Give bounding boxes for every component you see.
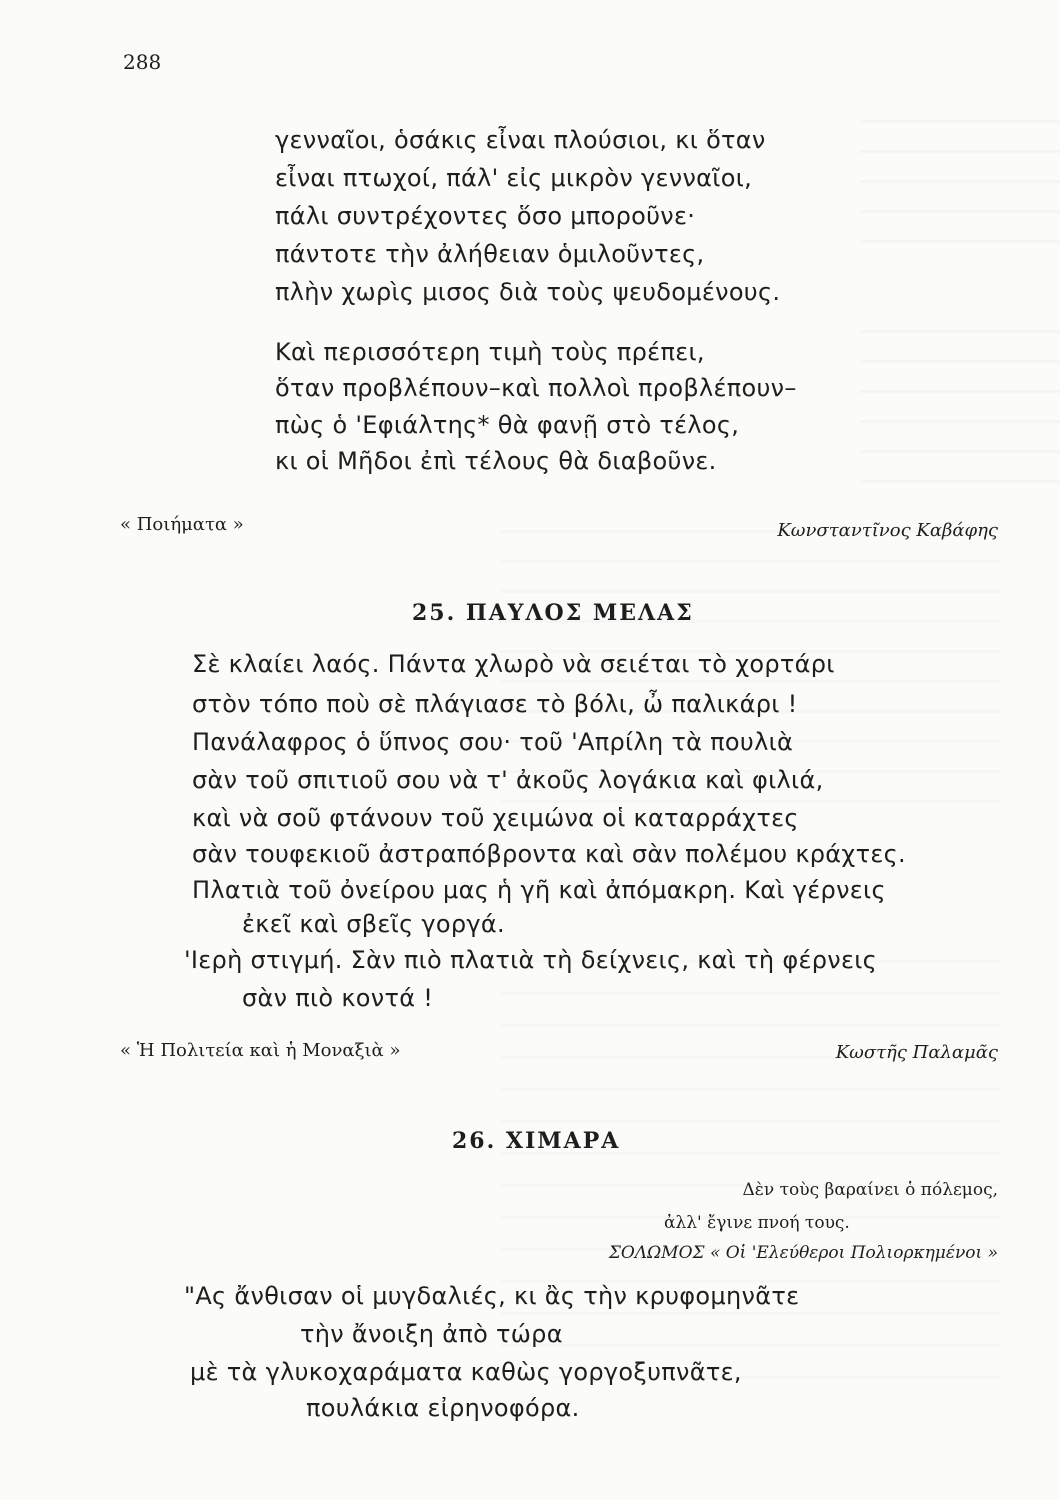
poem-heading: 26. ΧΙΜΑΡΑ	[452, 1128, 621, 1154]
epigraph-line: ἀλλ' ἔγινε πνοή τους.	[664, 1213, 850, 1233]
poem-line: πλὴν χωρὶς μισος διὰ τοὺς ψευδομένους.	[275, 278, 781, 306]
poem-line: Πανάλαφρος ὁ ὕπνος σου· τοῦ 'Απρίλη τὰ πουλιὰ	[192, 728, 794, 756]
poem-line: πάλι συντρέχοντες ὅσο μποροῦνε·	[275, 202, 696, 230]
poem-line: πουλάκια εἰρηνοφόρα.	[306, 1394, 580, 1422]
poem-heading: 25. ΠΑΥΛΟΣ ΜΕΛΑΣ	[412, 600, 694, 626]
poem-line: Πλατιὰ τοῦ ὀνείρου μας ἡ γῆ καὶ ἀπόμακρη. Καὶ γέρνεις	[192, 876, 886, 904]
poem-source: « Ποιήματα »	[120, 514, 244, 535]
epigraph-source: ΣΟΛΩΜΟΣ « Οἱ 'Ελεύθεροι Πολιορκημένοι »	[608, 1243, 998, 1263]
poem-line: πὼς ὁ 'Εφιάλτης* θὰ φανῇ στὸ τέλος,	[275, 411, 740, 439]
poem-author: Κωνσταντῖνος Καβάφης	[777, 520, 998, 541]
bleed-through-shadow	[860, 120, 1060, 270]
poem-line: Σὲ κλαίει λαός. Πάντα χλωρὸ νὰ σειέται τὸ χορτάρι	[192, 650, 835, 678]
poem-line: 'Ιερὴ στιγμή. Σὰν πιὸ πλατιὰ τὴ δείχνεις, καὶ τὴ φέρνεις	[184, 946, 878, 974]
poem-line: σὰν τουφεκιοῦ ἀστραπόβροντα καὶ σὰν πολέμου κράχτες.	[192, 840, 906, 868]
poem-line: ἐκεῖ καὶ σβεῖς γοργά.	[242, 910, 505, 938]
poem-line: στὸν τόπο ποὺ σὲ πλάγιασε τὸ βόλι, ὦ παλικάρι !	[192, 690, 798, 718]
poem-author: Κωστῆς Παλαμᾶς	[835, 1042, 998, 1063]
poem-line: "Ας ἄνθισαν οἱ μυγδαλιές, κι ἂς τὴν κρυφομηνᾶτε	[184, 1282, 800, 1310]
poem-line: σὰν τοῦ σπιτιοῦ σου νὰ τ' ἀκοῦς λογάκια καὶ φιλιά,	[192, 766, 824, 794]
poem-line: πάντοτε τὴν ἀλήθειαν ὁμιλοῦντες,	[275, 240, 705, 268]
poem-line: τὴν ἄνοιξη ἀπὸ τώρα	[300, 1320, 563, 1348]
poem-line: κι οἱ Μῆδοι ἐπὶ τέλους θὰ διαβοῦνε.	[275, 447, 717, 475]
poem-line: ὅταν προβλέπουν–καὶ πολλοὶ προβλέπουν–	[275, 374, 797, 402]
poem-source: « Ἡ Πολιτεία καὶ ἡ Μοναξιὰ »	[120, 1040, 401, 1061]
epigraph-line: Δὲν τοὺς βαραίνει ὁ πόλεμος,	[742, 1180, 998, 1200]
poem-line: σὰν πιὸ κοντά !	[242, 984, 434, 1012]
page-number: 288	[123, 50, 162, 74]
bleed-through-shadow	[860, 330, 1060, 490]
poem-line: μὲ τὰ γλυκοχαράματα καθὼς γοργοξυπνᾶτε,	[190, 1358, 742, 1386]
poem-line: καὶ νὰ σοῦ φτάνουν τοῦ χειμώνα οἱ καταρράχτες	[192, 804, 799, 832]
poem-line: εἶναι πτωχοί, πάλ' εἰς μικρὸν γενναῖοι,	[275, 164, 753, 192]
poem-line: Καὶ περισσότερη τιμὴ τοὺς πρέπει,	[275, 338, 705, 366]
bleed-through-shadow	[500, 960, 1000, 1380]
poem-line: γενναῖοι, ὁσάκις εἶναι πλούσιοι, κι ὅταν	[275, 126, 766, 154]
